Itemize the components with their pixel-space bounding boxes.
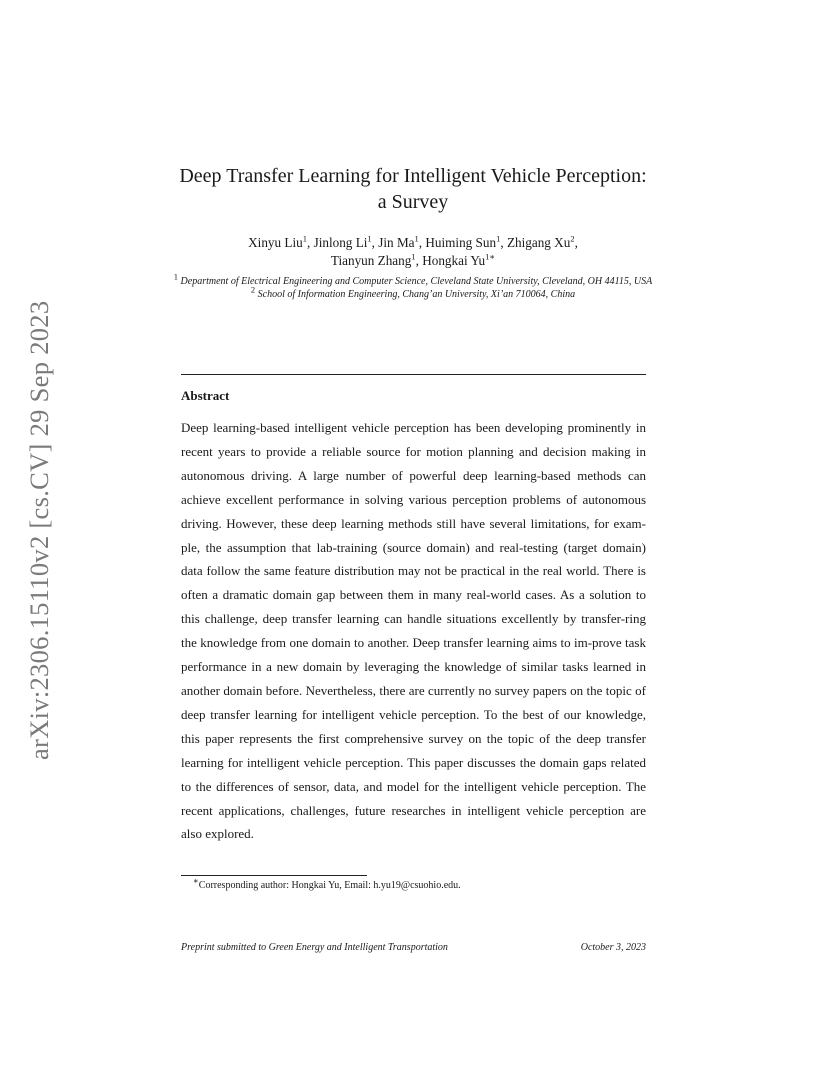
- author: Xinyu Liu$^1$: [248, 233, 307, 250]
- corresponding-author-footnote: ∗Corresponding author: Hongkai Yu, Email: h.yu19@csuohio.edu.: [193, 875, 461, 891]
- arxiv-identifier-stamp: arXiv:2306.15110v2 [cs.CV] 29 Sep 2023: [24, 300, 54, 760]
- author: Tianyun Zhang$^1$: [330, 251, 416, 268]
- abstract-body: [181, 416, 646, 846]
- title-line-2: a Survey: [377, 191, 449, 213]
- author: Jinlong Li$^1$: [313, 233, 372, 250]
- header-divider: [181, 374, 646, 375]
- footnote-divider: [181, 875, 367, 876]
- affiliation-2: $^2$ School of Information Engineering, Chang’an University, Xi’an 710064, China: [250, 284, 576, 300]
- author: Huiming Sun$^1$: [425, 233, 501, 250]
- abstract-text: Deep learning-based intelligent vehicle perception has been developing prominently in recent years to provide a reliable source for motion planning and decision making in autonomous driving. A large number of powerful deep learning-based methods can achieve excellent performance in solving various perception problems of autonomous driving. However, these deep learning methods still have several limitations, for exam-ple, the assumption that lab-training (source domain) and real-testing (target domain) data follow the same feature distribution may not be practical in the real world. There is often a dramatic domain gap between them in many real-world cases. As a solution to this challenge, deep transfer learning can handle situations excellently by transfer-ring the knowledge from one domain to another. Deep transfer learning aims to im-prove task performance in a new domain by leveraging the knowledge of similar tasks learned in another domain before. Nevertheless, there are currently no survey papers on the topic of deep transfer learning for intelligent vehicle perception. To the best of our knowledge, this paper represents the first comprehensive survey on the topic of the deep transfer learning for intelligent vehicle perception. This paper discusses the domain gaps related to the differences of sensor, data, and model for the intelligent vehicle perception. The recent applications, challenges, future researches in intelligent vehicle perception are also explored.: [181, 420, 646, 842]
- title-line-1: Deep Transfer Learning for Intelligent Vehicle Perception:: [179, 165, 647, 187]
- paper-title: [170, 163, 656, 215]
- author: Jin Ma$^1$: [378, 233, 419, 250]
- author: Zhigang Xu$^2$: [506, 233, 575, 250]
- abstract-heading: Abstract: [181, 388, 230, 403]
- preprint-date: October 3, 2023: [580, 942, 646, 953]
- author-list: Xinyu Liu$^1$, Jinlong Li$^1$, Jin Ma$^1$, Huiming Sun$^1$, Zhigang Xu$^2$, Tianyun Zhang$^1$, Hongkai $Yu^{1∗}$: [248, 233, 578, 268]
- affiliations: [170, 271, 656, 301]
- affiliation-1: $^1$ Department of Electrical Engineering and Computer Science, Cleveland State University, Cleveland, OH 44115, USA: [173, 271, 653, 287]
- author: Hongkai $Yu^{1∗}$: [422, 251, 496, 268]
- preprint-notice: Preprint submitted to Green Energy and Intelligent Transportation: [181, 942, 448, 953]
